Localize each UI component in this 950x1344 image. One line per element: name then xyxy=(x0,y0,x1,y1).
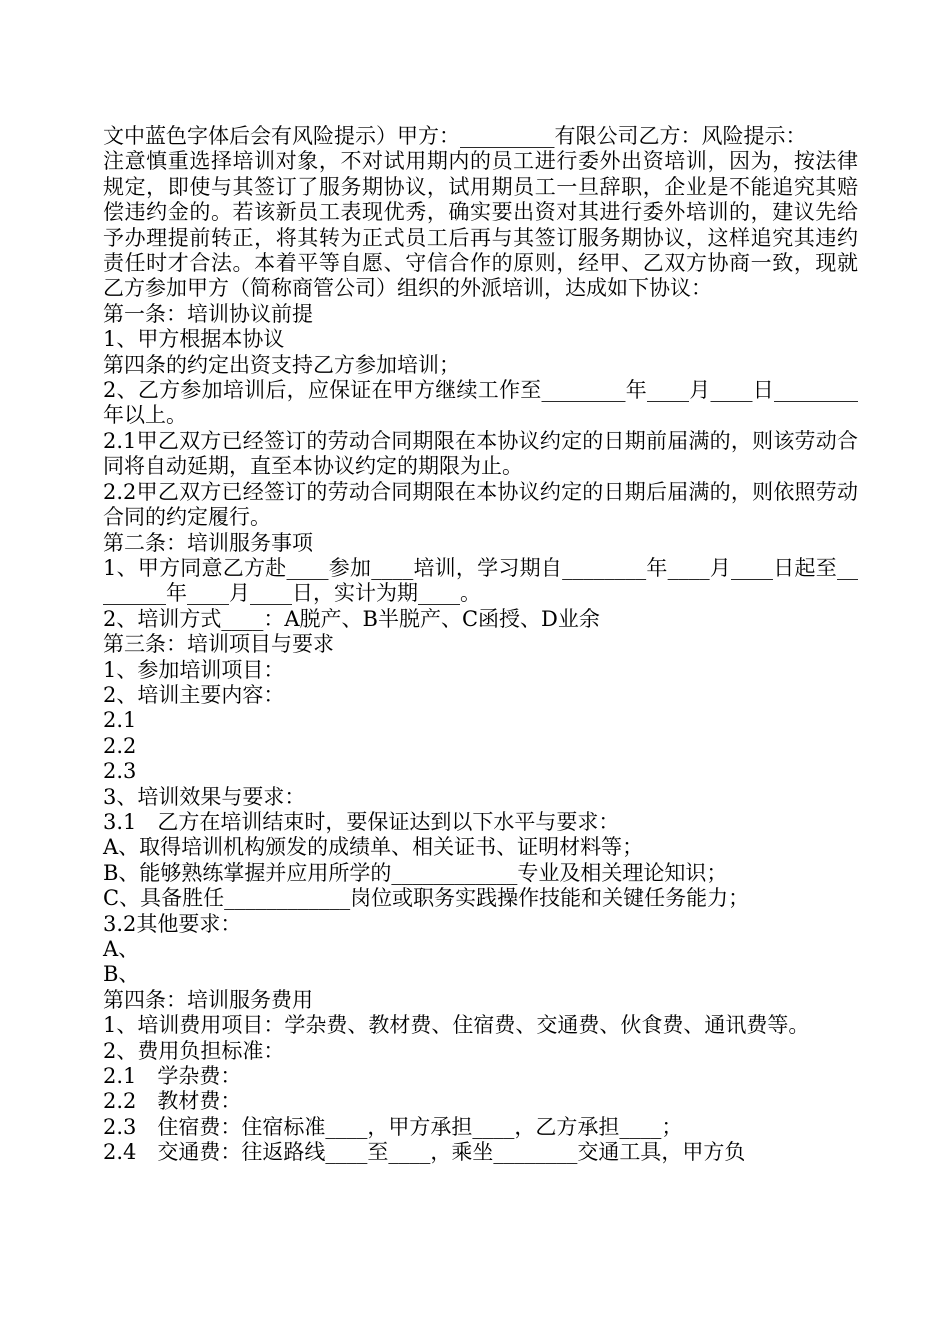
article-1-item-1: 1、甲方根据本协议 xyxy=(103,327,285,352)
article-3-item-1: 1、参加培训项目： xyxy=(103,657,285,682)
intro-paragraph: 文中蓝色字体后会有风险提示）甲方：_________有限公司乙方：风险提示： xyxy=(103,124,807,148)
article-4-item-2-4: 2.4 交通费：往返路线____至____，乘坐________交通工具，甲方负 xyxy=(103,1140,746,1165)
article-1-item-2-2: 2.2甲乙双方已经签订的劳动合同期限在本协议约定的日期后届满的，则依照劳动合同的约定履行。 xyxy=(103,479,858,530)
risk-notice-paragraph: 注意慎重选择培训对象，不对试用期内的员工进行委外出资培训，因为，按法律规定，即使与其签订了服务期协议，试用期员工一旦辞职，企业是不能追究其赔偿违约金的。若该新员工表现优秀，确实要出资对其进行委外培训的，建议先给予办理提前转正，将其转为正式员工后再与其签订服务期协议，这样追究其违约责任时才合法。本着平等自愿、守信合作的原则，经甲、乙双方协商一致，现就乙方参加甲方（简称商管公司）组织的外派培训，达成如下协议： xyxy=(103,149,858,301)
article-3-item-3-1: 3.1 乙方在培训结束时，要保证达到以下水平与要求： xyxy=(103,809,620,834)
document-body xyxy=(103,124,858,1166)
article-1-item-2-1: 2.1甲乙双方已经签订的劳动合同期限在本协议约定的日期前届满的，则该劳动合同将自动延期，直至本协议约定的期限为止。 xyxy=(103,428,858,479)
article-1-item-2: 2、乙方参加培训后，应保证在甲方继续工作至________年____月____日________年以上。 xyxy=(103,378,858,428)
article-4-item-2-1: 2.1 学杂费： xyxy=(103,1064,242,1089)
article-3-item-2: 2、培训主要内容： xyxy=(103,682,285,707)
article-3-item-3-2-b: B、 xyxy=(103,962,140,987)
article-4-item-1: 1、培训费用项目：学杂费、教材费、住宿费、交通费、伙食费、通讯费等。 xyxy=(103,1013,810,1038)
article-3-item-2-3: 2.3 xyxy=(103,759,137,784)
article-4-heading: 第四条：培训服务费用 xyxy=(103,987,313,1012)
article-3-item-3-2-a: A、 xyxy=(103,937,140,961)
article-2-item-2: 2、培训方式____：A脱产、B半脱产、C函授、D业余 xyxy=(103,606,600,631)
article-3-heading: 第三条：培训项目与要求 xyxy=(103,632,334,657)
article-4-item-2: 2、费用负担标准： xyxy=(103,1038,285,1063)
article-3-item-2-1: 2.1 xyxy=(103,708,137,733)
article-1-item-1-cont: 第四条的约定出资支持乙方参加培训； xyxy=(103,352,460,377)
article-2-item-1: 1、甲方同意乙方赴____参加____培训，学习期自________年____月____日起至________年____月____日，实计为期____。 xyxy=(103,555,858,606)
article-3-item-3-2: 3.2其他要求： xyxy=(103,911,242,936)
article-4-item-2-2: 2.2 教材费： xyxy=(103,1089,242,1114)
article-2-heading: 第二条：培训服务事项 xyxy=(103,530,313,555)
article-1-heading: 第一条：培训协议前提 xyxy=(103,301,313,326)
article-3-item-3-1-c: C、具备胜任____________岗位或职务实践操作技能和关键任务能力； xyxy=(103,886,750,911)
article-3-item-2-2: 2.2 xyxy=(103,733,137,758)
article-3-item-3-1-b: B、能够熟练掌握并应用所学的____________专业及相关理论知识； xyxy=(103,860,728,885)
article-3-item-3-1-a: A、取得培训机构颁发的成绩单、相关证书、证明材料等； xyxy=(103,835,644,860)
article-3-item-3: 3、培训效果与要求： xyxy=(103,784,306,809)
article-4-item-2-3: 2.3 住宿费：住宿标准____，甲方承担____，乙方承担____； xyxy=(103,1114,683,1139)
